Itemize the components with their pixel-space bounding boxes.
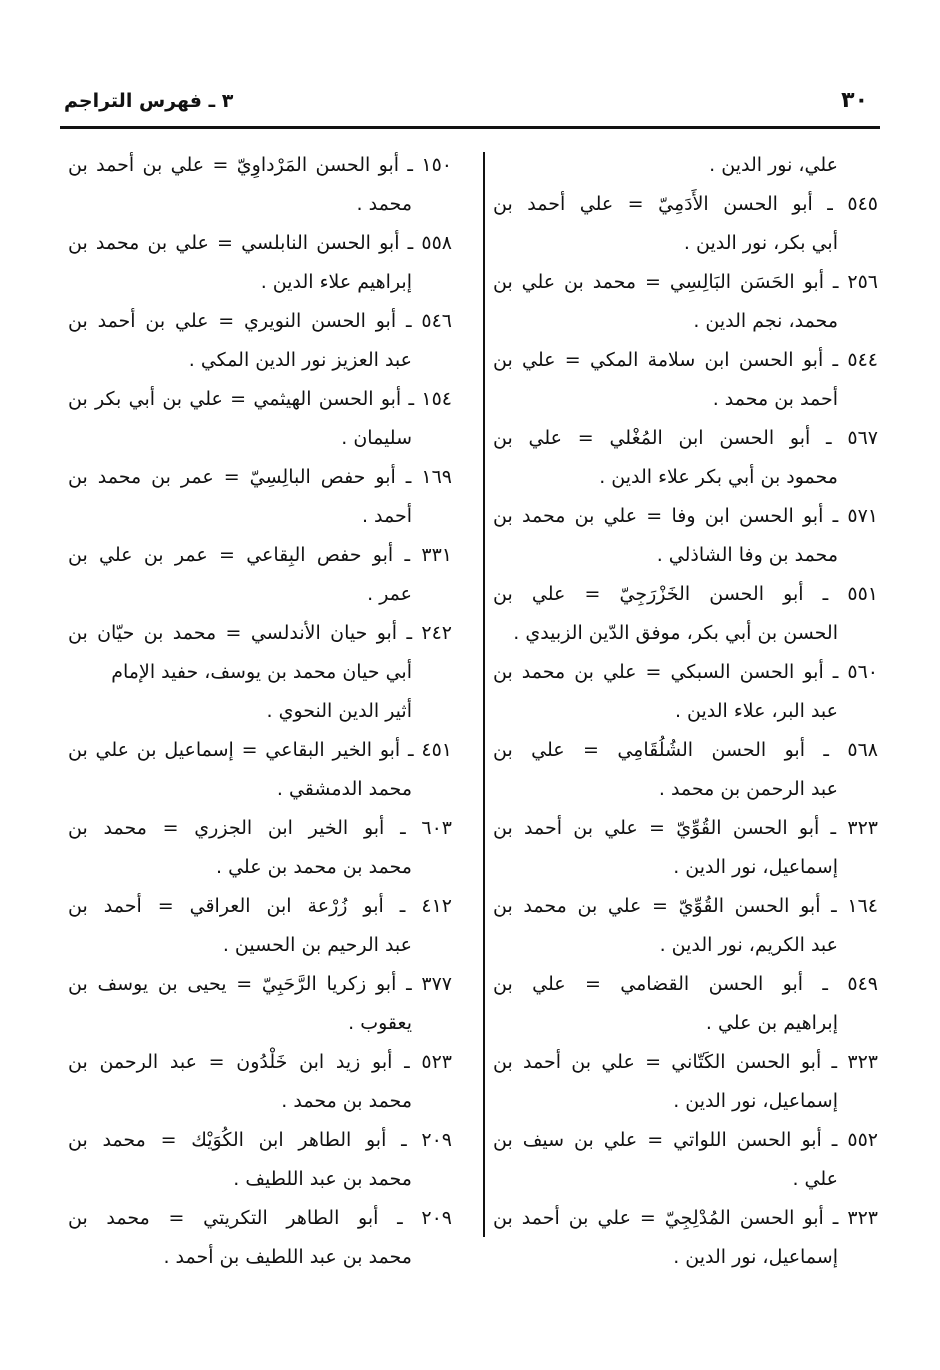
index-entry-continuation: سليمان . xyxy=(341,427,412,449)
index-entry-continuation: إسماعيل، نور الدين . xyxy=(673,1246,838,1268)
index-entry-heading: ٣٢٣ ـ أبو الحسن القُوِّيّ = علي بن أحمد بن xyxy=(493,817,878,839)
index-entry-continuation: أبي حيان محمد بن يوسف، حفيد الإمام xyxy=(111,661,412,683)
index-entry-continuation: محمد بن محمد بن علي . xyxy=(215,856,412,878)
index-entry xyxy=(68,380,452,458)
index-entry xyxy=(68,536,452,614)
index-entry xyxy=(493,185,878,263)
running-title: ٣ ـ فهرس التراجم xyxy=(64,90,234,112)
index-entry-heading: ٥٤٤ ـ أبو الحسن ابن سلامة المكي = علي بن xyxy=(493,349,878,371)
index-entry xyxy=(493,887,878,965)
index-entry-heading: ٥٥٨ ـ أبو الحسن النابلسي = علي بن محمد بن xyxy=(68,232,452,254)
index-entry-heading: ٣٢٣ ـ أبو الحسن المُدْلِجِيّ = علي بن أحمد بن xyxy=(493,1207,878,1229)
index-entry-continuation: عبد البر، علاء الدين . xyxy=(674,700,838,722)
header-rule xyxy=(60,126,880,129)
index-entry-heading: ١٦٩ ـ أبو حفص البالِسِيّ = عمر بن محمد بن xyxy=(68,466,452,488)
index-entry-continuation: إبراهيم بن علي . xyxy=(705,1012,838,1034)
index-entry-continuation: عبد العزيز نور الدين المكي . xyxy=(188,349,412,371)
index-entry xyxy=(68,146,452,224)
index-entry-heading: ٦٠٣ ـ أبو الخير ابن الجزري = محمد بن xyxy=(68,817,452,839)
index-entry-heading: ٣٣١ ـ أبو حفص البِقاعي = عمر بن علي بن xyxy=(68,544,452,566)
index-entry-continuation: محمد بن محمد . xyxy=(281,1090,412,1112)
index-entry xyxy=(68,302,452,380)
index-entry-continuation: إسماعيل، نور الدين . xyxy=(673,856,838,878)
index-entry xyxy=(68,458,452,536)
index-entry-continuation: محمد . xyxy=(356,193,412,215)
index-entry-continuation: أثير الدين النحوي . xyxy=(266,700,412,722)
index-column-left xyxy=(68,146,452,1277)
index-entry-continuation: إبراهيم علاء الدين . xyxy=(260,271,412,293)
index-entry xyxy=(68,614,452,731)
index-entry-continuation: عمر . xyxy=(367,583,412,605)
index-entry-heading: ٥٧١ ـ أبو الحسن ابن وفا = علي بن محمد بن xyxy=(493,505,878,527)
column-divider xyxy=(483,152,485,1237)
index-entry-continuation: يعقوب . xyxy=(348,1012,412,1034)
index-entry xyxy=(493,497,878,575)
index-entry-heading: ١٦٤ ـ أبو الحسن القُوِّيّ = علي بن محمد بن xyxy=(493,895,878,917)
index-entry xyxy=(68,731,452,809)
index-entry-heading: ٥٢٣ ـ أبو زيد ابن خَلْدُون = عبد الرحمن بن xyxy=(68,1051,452,1073)
index-entry-continuation: محمد، نجم الدين . xyxy=(693,310,838,332)
index-entry xyxy=(68,224,452,302)
index-entry-heading: ٣٢٣ ـ أبو الحسن الكَتّاني = علي بن أحمد بن xyxy=(493,1051,878,1073)
index-entry-heading: ٤٥١ ـ أبو الخير البقاعي = إسماعيل بن علي بن xyxy=(68,739,452,761)
index-entry-heading: ٢٠٩ ـ أبو الطاهر ابن الكُوَيْك = محمد بن xyxy=(68,1129,452,1151)
index-entry xyxy=(493,419,878,497)
index-entry-heading: ١٥٤ ـ أبو الحسن الهيثمي = علي بن أبي بكر بن xyxy=(68,388,452,410)
index-entry-continuation: أحمد بن محمد . xyxy=(712,388,838,410)
index-entry xyxy=(68,1043,452,1121)
index-entry-heading: ١٥٠ ـ أبو الحسن المَرْداوِيّ = علي بن أحمد بن xyxy=(68,154,452,176)
page-header xyxy=(60,78,878,126)
index-entry-heading: ٤١٢ ـ أبو زُرْعة ابن العراقي = أحمد بن xyxy=(68,895,452,917)
index-entry xyxy=(68,965,452,1043)
index-entry-heading: ٢٠٩ ـ أبو الطاهر التكريتي = محمد بن xyxy=(68,1207,452,1229)
index-entry-heading: ٣٧٧ ـ أبو زكريا الرَّحَبِيّ = يحيى بن يوسف بن xyxy=(68,973,452,995)
index-entry-continuation: أحمد . xyxy=(361,505,412,527)
entry-continuation-from-previous-page: علي، نور الدين . xyxy=(709,154,838,176)
index-entry-heading: ٢٤٢ ـ أبو حيان الأندلسي = محمد بن حيّان بن xyxy=(68,622,452,644)
index-entry-heading: ٥٦٧ ـ أبو الحسن ابن المُغْلي = علي بن xyxy=(493,427,878,449)
index-entry xyxy=(493,1199,878,1277)
index-entry-heading: ٥٥١ ـ أبو الحسن الخَزْرَجِيّ = علي بن xyxy=(493,583,878,605)
index-entry-heading: ٥٤٩ ـ أبو الحسن القضامي = علي بن xyxy=(493,973,878,995)
index-entry-continuation: عبد الرحيم بن الحسين . xyxy=(222,934,412,956)
index-entry-continuation: إسماعيل، نور الدين . xyxy=(673,1090,838,1112)
index-entry-heading: ٥٥٢ ـ أبو الحسن اللواتي = علي بن سيف بن xyxy=(493,1129,878,1151)
index-entry-continuation: محمد الدمشقي . xyxy=(276,778,412,800)
index-entry-continuation: عبد الرحمن بن محمد . xyxy=(658,778,838,800)
index-entry-heading: ٥٦٨ ـ أبو الحسن الشُلُقَامِي = علي بن xyxy=(493,739,878,761)
index-entry xyxy=(493,1043,878,1121)
index-entry-continuation: أبي بكر، نور الدين . xyxy=(683,232,838,254)
index-entry xyxy=(493,731,878,809)
index-entry xyxy=(493,263,878,341)
index-entry xyxy=(493,341,878,419)
index-entry-continuation: محمود بن أبي بكر علاء الدين . xyxy=(599,466,838,488)
index-entry-heading: ٥٤٦ ـ أبو الحسن النويري = علي بن أحمد بن xyxy=(68,310,452,332)
index-entry-continuation: محمد بن وفا الشاذلي . xyxy=(656,544,838,566)
index-entry xyxy=(493,1121,878,1199)
index-entry xyxy=(68,887,452,965)
page-number: ٣٠ xyxy=(841,88,868,113)
index-entry-continuation: محمد بن عبد اللطيف . xyxy=(233,1168,412,1190)
index-entry-continuation: علي . xyxy=(792,1168,838,1190)
index-entry xyxy=(493,575,878,653)
index-entry-heading: ٢٥٦ ـ أبو الحَسَن البَالِسِي = محمد بن علي بن xyxy=(493,271,878,293)
index-entry-continuation: الحسن بن أبي بكر، موفق الدّين الزبيدي . xyxy=(513,622,838,644)
index-entry-continuation: محمد بن عبد اللطيف بن أحمد . xyxy=(163,1246,412,1268)
index-entry xyxy=(68,1121,452,1199)
index-entry-heading: ٥٤٥ ـ أبو الحسن الأَدَمِيّ = علي أحمد بن xyxy=(493,193,878,215)
index-entry xyxy=(68,1199,452,1277)
index-entry xyxy=(493,809,878,887)
index-column-right xyxy=(493,146,878,1277)
index-entry-continuation: عبد الكريم، نور الدين . xyxy=(659,934,838,956)
index-entry xyxy=(493,965,878,1043)
index-entry xyxy=(68,809,452,887)
index-entry-heading: ٥٦٠ ـ أبو الحسن السبكي = علي بن محمد بن xyxy=(493,661,878,683)
index-entry xyxy=(493,653,878,731)
